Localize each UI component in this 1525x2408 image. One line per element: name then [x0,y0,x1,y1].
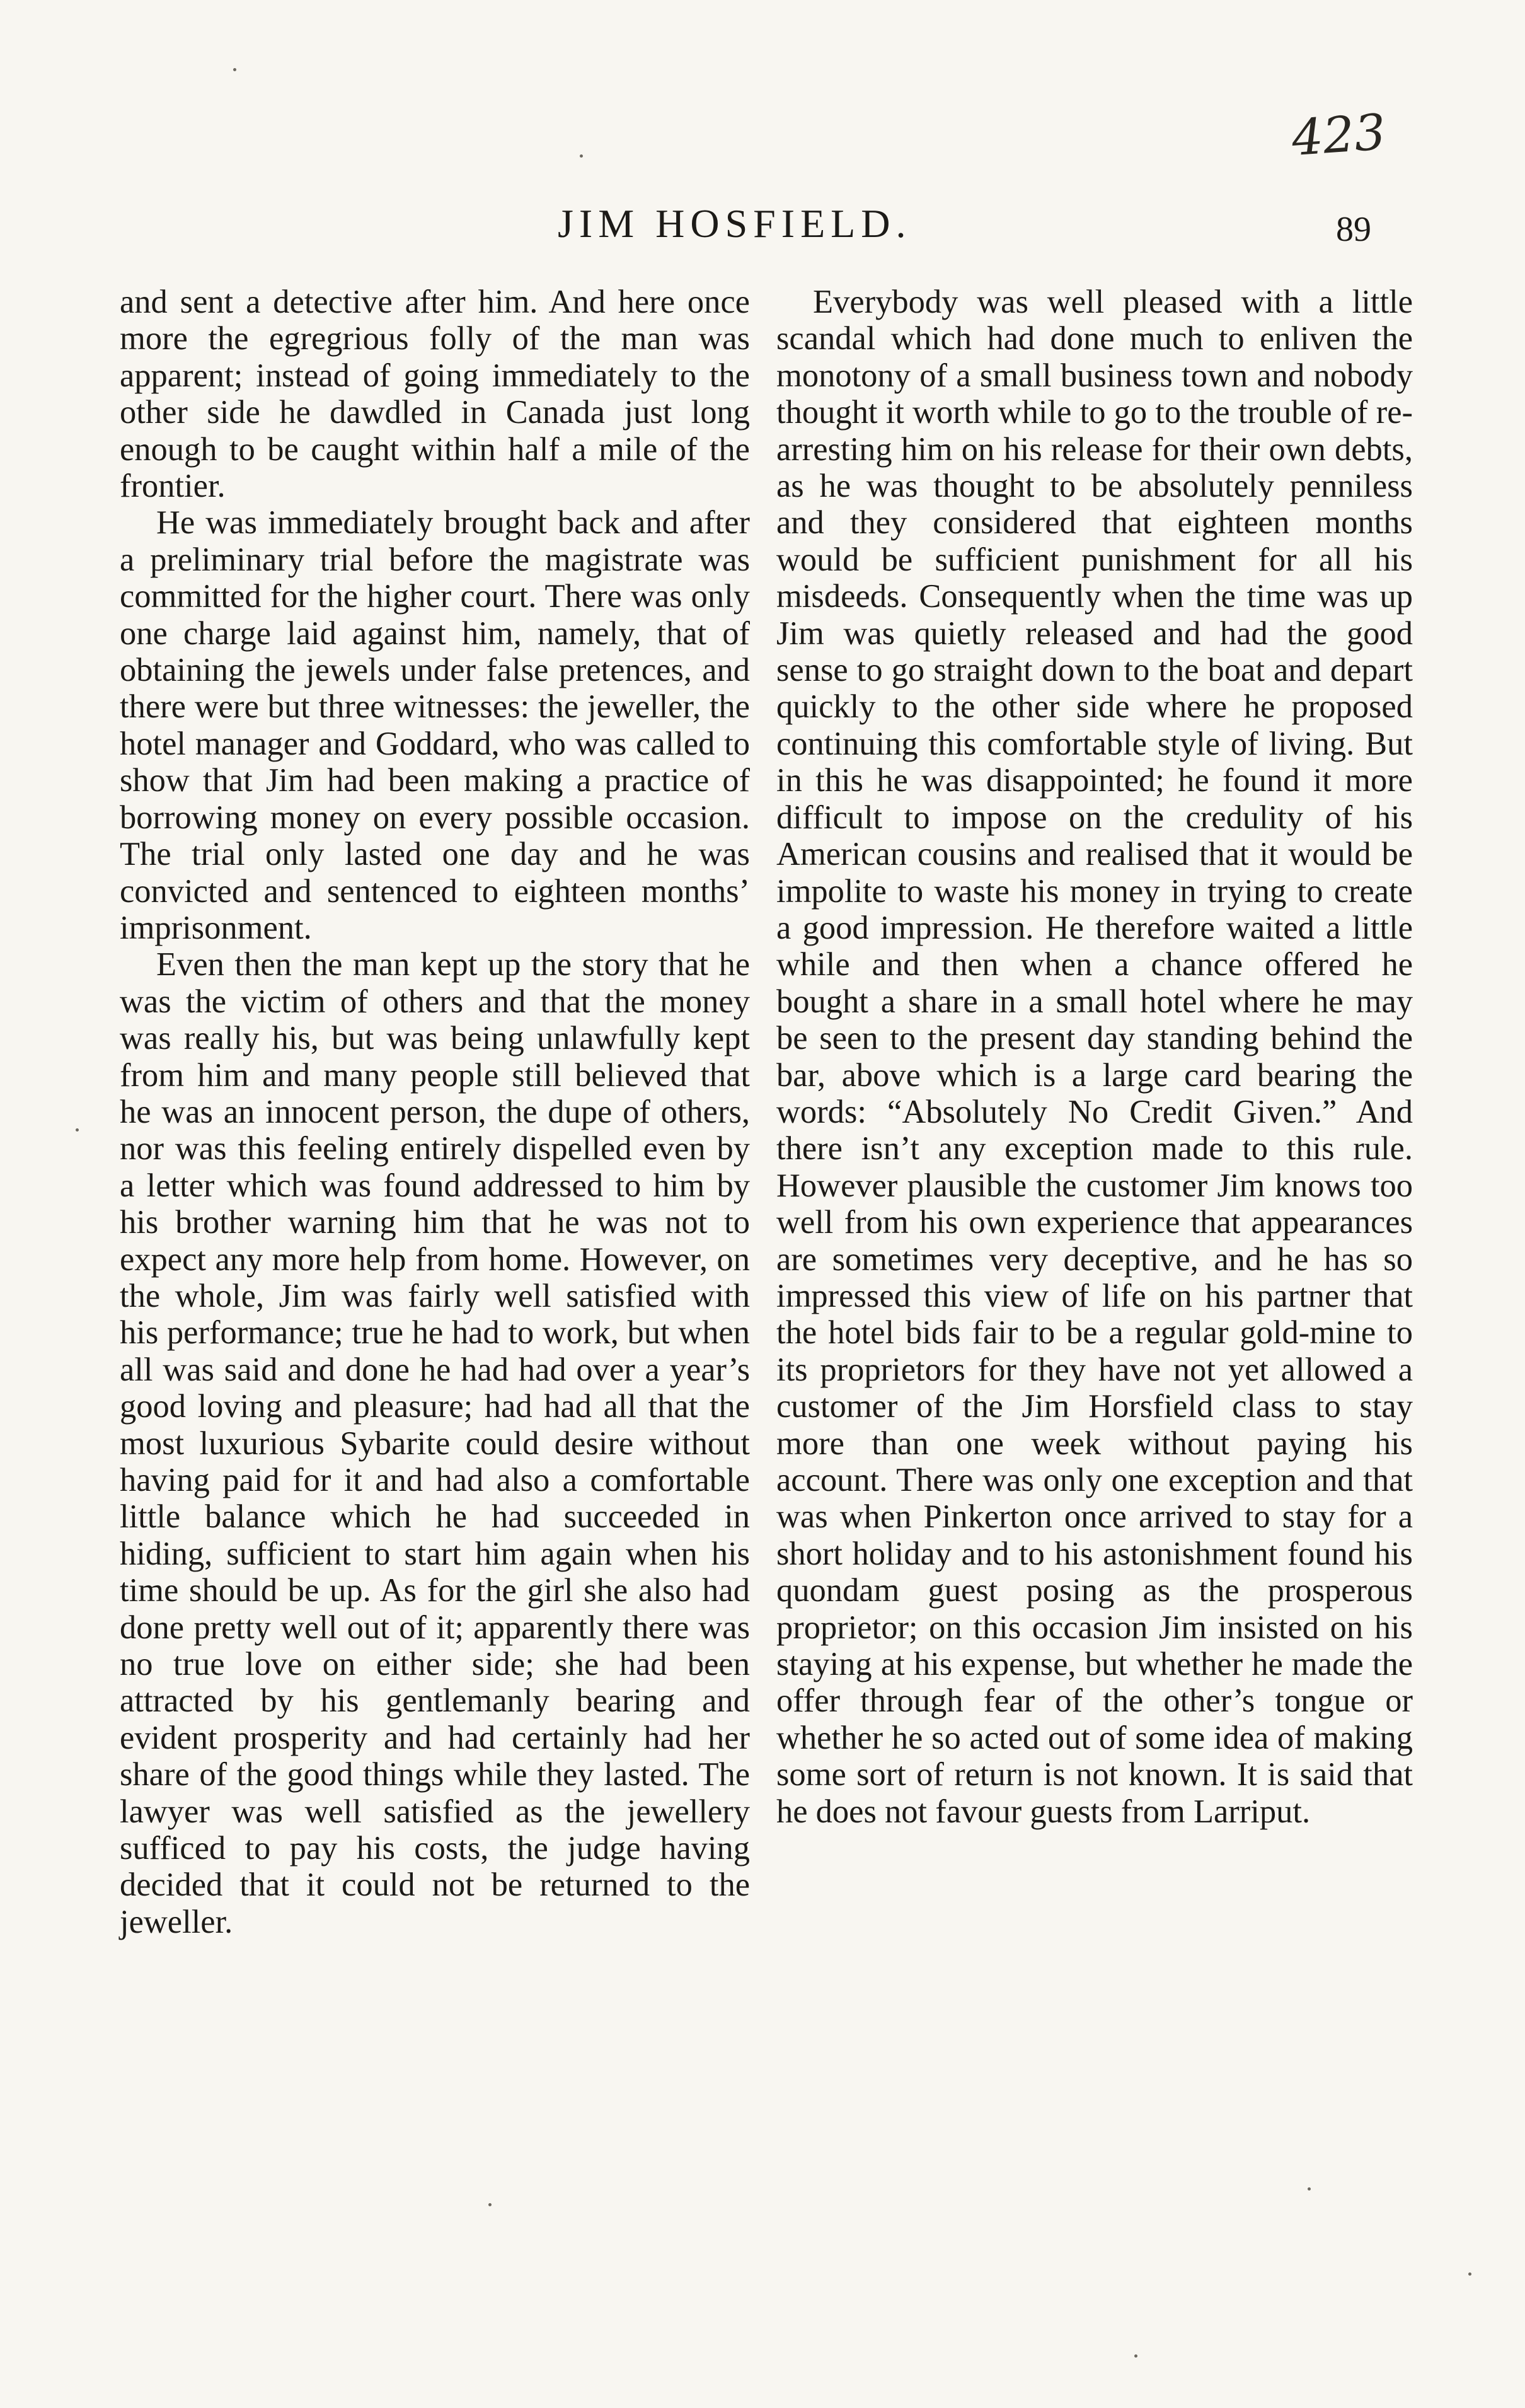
paragraph: and sent a detective after him. And here once more the egregrious folly of the man was apparent; instead of going immediately to the other side he dawdled in Canada just long enough to be caught within half a mile of the frontier. [120,284,750,505]
running-head: JIM HOSFIELD. [558,201,912,246]
paper-speck [76,1128,79,1132]
paper-speck [580,154,583,158]
paper-speck [1468,2272,1471,2276]
paper-speck [233,68,236,71]
paragraph: Everybody was well pleased with a little scandal which had done much to enliven the monotony of a small business town and nobody thought it worth while to go to the trouble of re-arresting him on his release for their own debts, as he was thought to be absolutely penniless and they considered that eighteen months would be sufficient punishment for all his misdeeds. Consequently when the time was up Jim was quietly released and had the good sense to go straight down to the boat and depart quickly to the other side where he proposed continuing this comfortable style of living. But in this he was disappointed; he found it more difficult to impose on the credulity of his American cousins and realised that it would be impolite to waste his money in trying to create a good impression. He therefore waited a little while and then when a chance offered he bought a share in a small hotel where he may be seen to the present day standing behind the bar, above which is a large card bearing the words: “Absolutely No Credit Given.” And there isn’t any exception made to this rule. However plausible the customer Jim knows too well from his own experience that appearances are sometimes very deceptive, and he has so impressed this view of life on his partner that the hotel bids fair to be a regular gold-mine to its proprietors for they have not yet allowed a customer of the Jim Horsfield class to stay more than one week without paying his account. There was only one exception and that was when Pinkerton once arrived to stay for a short holiday and to his astonishment found his quondam guest posing as the prosperous proprietor; on this occasion Jim insisted on his staying at his expense, but whether he made the offer through fear of the other’s tongue or whether he so acted out of some idea of making some sort of return is not known. It is said that he does not favour guests from Larriput. [776,284,1413,1830]
paragraph: He was immediately brought back and after a preliminary trial before the magistrate was committed for the higher court. There was only one charge laid against him, namely, that of obtaining the jewels under false pretences, and there were but three witnesses: the jeweller, the hotel manager and Goddard, who was called to show that Jim had been making a practice of borrowing money on every possible occasion. The trial only lasted one day and he was convicted and sentenced to eighteen months’ imprisonment. [120,504,750,946]
handwritten-folio-number: 423 [1290,103,1388,168]
paper-speck [488,2203,492,2206]
paragraph: Even then the man kept up the story that he was the victim of others and that the money was really his, but was being unlawfully kept from him and many people still believed that he was an innocent person, the dupe of others, nor was this feeling entirely dispelled even by a letter which was found addressed to him by his brother warning him that he was not to expect any more help from home. However, on the whole, Jim was fairly well satisfied with his performance; true he had to work, but when all was said and done he had had over a year’s good loving and pleasure; had had all that the most luxurious Sybarite could desire without having paid for it and had also a comfortable little balance which he had succeeded in hiding, sufficient to start him again when his time should be up. As for the girl she also had done pretty well out of it; apparently there was no true love on either side; she had been attracted by his gentlemanly bearing and evident prosperity and had certainly had her share of the good things while they lasted. The lawyer was well satisfied as the jewellery sufficed to pay his costs, the judge having decided that it could not be returned to the jeweller. [120,946,750,1940]
paper-speck [1134,2354,1137,2358]
paper-speck [1308,2187,1311,2191]
right-column [776,284,1413,1830]
left-column [120,284,750,1940]
page-number: 89 [1336,210,1371,249]
